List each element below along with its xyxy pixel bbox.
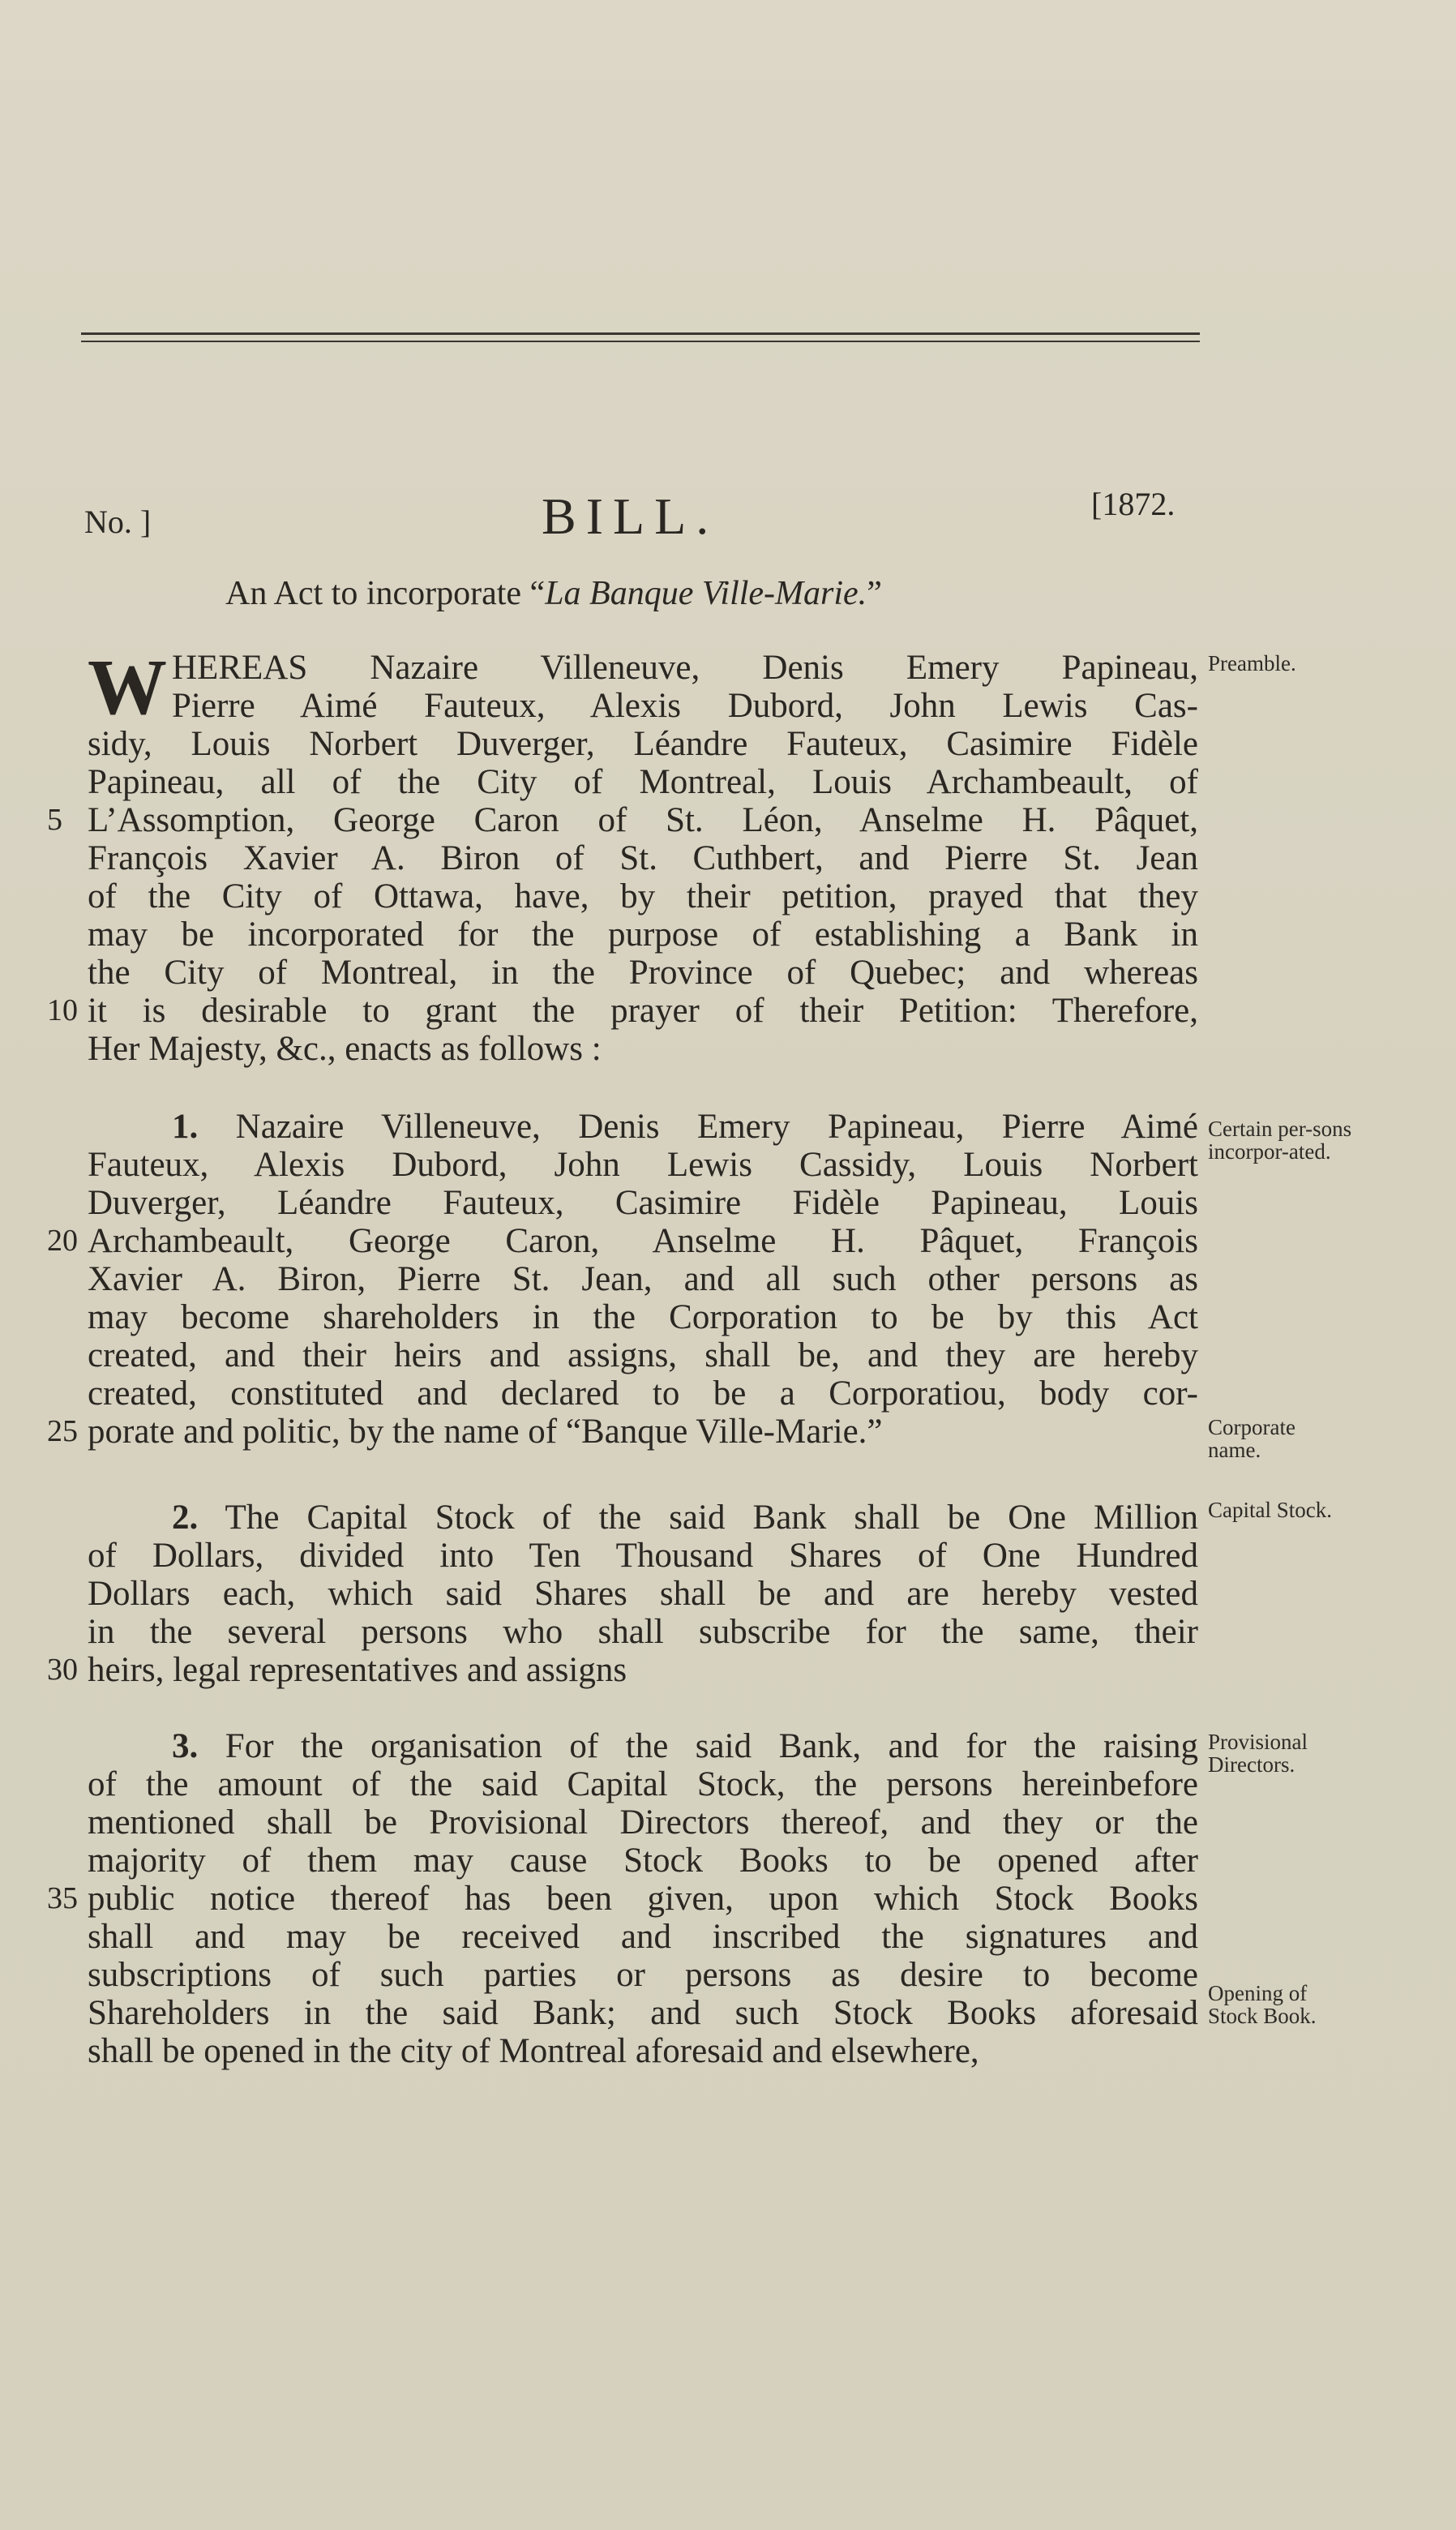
margin-note-provisional-directors: Provisional Directors. — [1208, 1730, 1308, 1777]
line-number: 20 — [47, 1224, 78, 1258]
section-1-line: created, and their heirs and assigns, shall be, and they are hereby — [88, 1336, 1198, 1374]
line-number: 25 — [47, 1414, 78, 1448]
preamble-line: of the City of Ottawa, have, by their petition, prayed that they — [88, 877, 1198, 916]
preamble-line: may be incorporated for the purpose of establishing a Bank in — [88, 916, 1198, 954]
margin-note-certain-persons: Certain per-sons incorpor-ated. — [1208, 1117, 1352, 1164]
section-number: 2. — [172, 1499, 199, 1537]
section-1-line: Xavier A. Biron, Pierre St. Jean, and all such other persons as — [88, 1260, 1198, 1298]
section-1-line: Fauteux, Alexis Dubord, John Lewis Cassidy, Louis Norbert — [88, 1146, 1198, 1184]
preamble-paragraph — [47, 644, 1198, 1068]
margin-note-corporate-name: Corporate name. — [1208, 1415, 1295, 1462]
section-1-line: created, constituted and declared to be a Corporatiou, body cor- — [88, 1374, 1198, 1413]
preamble-line: the City of Montreal, in the Province of Quebec; and whereas — [88, 954, 1198, 992]
section-3-line: of the amount of the said Capital Stock, the persons hereinbefore — [88, 1765, 1198, 1803]
section-2-line: Dollars each, which said Shares shall be and are hereby vested — [88, 1575, 1198, 1613]
preamble-line: sidy, Louis Norbert Duverger, Léandre Fauteux, Casimire Fidèle — [88, 725, 1198, 763]
preamble-line: Her Majesty, &c., enacts as follows : — [88, 1030, 602, 1068]
margin-note-capital-stock: Capital Stock. — [1208, 1498, 1332, 1522]
section-2-line: 2. The Capital Stock of the said Bank shall be One Million — [172, 1499, 1198, 1537]
line-number: 10 — [47, 993, 78, 1027]
preamble-line: HEREAS Nazaire Villeneuve, Denis Emery Papineau, — [172, 649, 1198, 687]
preamble-line: Pierre Aimé Fauteux, Alexis Dubord, John Lewis Cas- — [172, 687, 1198, 725]
preamble-line — [47, 801, 1198, 839]
bill-year: [1872. — [1091, 486, 1176, 522]
margin-note-opening-stock-book: Opening of Stock Book. — [1208, 1981, 1317, 2028]
section-2 — [47, 1499, 1198, 1689]
section-3-line: mentioned shall be Provisional Directors thereof, and they or the — [88, 1803, 1198, 1842]
section-1-line: 20 Archambeault, George Caron, Anselme H. Pâquet, François — [47, 1222, 1198, 1260]
subtitle-prefix: An Act to incorporate “ — [225, 575, 546, 612]
section-1-line: Duverger, Léandre Fauteux, Casimire Fidèle Papineau, Louis — [88, 1184, 1198, 1222]
section-2-line: of Dollars, divided into Ten Thousand Shares of One Hundred — [88, 1537, 1198, 1575]
subtitle-bank-name: La Banque Ville-Marie. — [545, 575, 867, 612]
preamble-line-text: it is desirable to grant the prayer of their Petition: Therefore, — [88, 992, 1198, 1030]
section-3-line: Shareholders in the said Bank; and such Stock Books aforesaid — [88, 1994, 1198, 2032]
section-2-line: 30 heirs, legal representatives and assigns — [47, 1651, 627, 1689]
bill-subtitle — [225, 574, 882, 613]
top-rule — [81, 332, 1200, 335]
preamble-line: Papineau, all of the City of Montreal, Louis Archambeault, of — [88, 763, 1198, 801]
preamble-dropcap: W — [88, 644, 167, 731]
section-3-line: majority of them may cause Stock Books to be opened after — [88, 1842, 1198, 1880]
top-rule-thin — [81, 341, 1200, 342]
section-number: 1. — [172, 1108, 199, 1146]
section-1-line: 1. Nazaire Villeneuve, Denis Emery Papineau, Pierre Aimé — [172, 1108, 1198, 1146]
section-3-line: shall be opened in the city of Montreal aforesaid and elsewhere, — [88, 2032, 979, 2070]
line-number: 35 — [47, 1881, 78, 1915]
preamble-line: François Xavier A. Biron of St. Cuthbert, and Pierre St. Jean — [88, 839, 1198, 877]
margin-note-preamble: Preamble. — [1208, 651, 1296, 675]
section-3 — [47, 1727, 1198, 2070]
bill-title: BILL. — [542, 487, 719, 545]
section-3-line: shall and may be received and inscribed the signatures and — [88, 1918, 1198, 1956]
section-3-line: 3. For the organisation of the said Bank, and for the raising — [172, 1727, 1198, 1765]
section-number: 3. — [172, 1727, 199, 1765]
bill-number-label: No. ] — [84, 504, 152, 540]
subtitle-suffix: ” — [867, 575, 882, 612]
section-3-line: subscriptions of such parties or persons as desire to become — [88, 1956, 1198, 1994]
line-number: 30 — [47, 1653, 78, 1687]
preamble-line — [47, 992, 1198, 1030]
section-1-line: may become shareholders in the Corporation to be by this Act — [88, 1298, 1198, 1336]
section-1 — [47, 1108, 1198, 1451]
line-number: 5 — [47, 803, 62, 837]
section-3-line: 35 public notice thereof has been given, upon which Stock Books — [47, 1880, 1198, 1918]
preamble-line-text: L’Assomption, George Caron of St. Léon, Anselme H. Pâquet, — [88, 801, 1198, 839]
section-1-line: 25 porate and politic, by the name of “Banque Ville-Marie.” — [47, 1413, 883, 1451]
section-2-line: in the several persons who shall subscribe for the same, their — [88, 1613, 1198, 1651]
